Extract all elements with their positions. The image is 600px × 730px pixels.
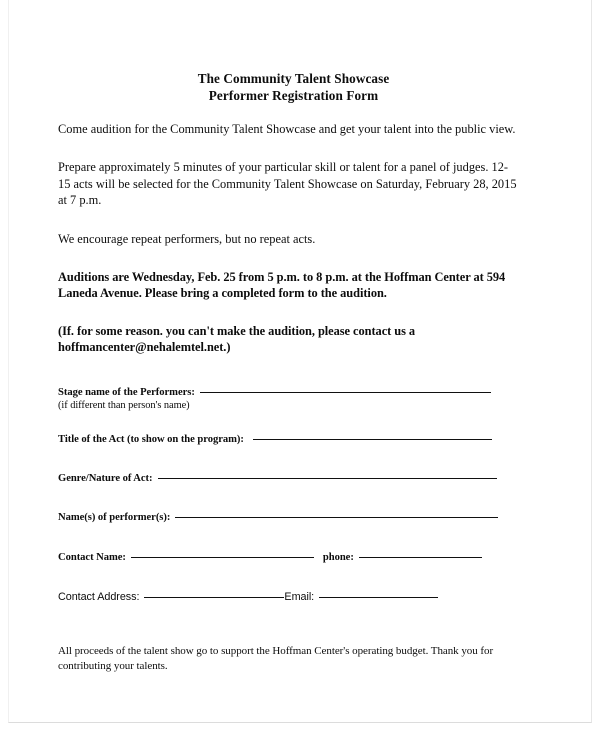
- paragraph-audition-details: Auditions are Wednesday, Feb. 25 from 5 p.m. to 8 p.m. at the Hoffman Center at 594 Laneda Avenue. Please bring a completed form to the audition.: [58, 270, 506, 301]
- paragraph-prepare: Prepare approximately 5 minutes of your particular skill or talent for a panel of judges. 12-15 acts will be selected for the Community Talent Showcase on Saturday, February 28, 2015 at 7 p.m.: [58, 160, 517, 208]
- document-page: [8, 0, 592, 723]
- paragraph-contact-email: (If. for some reason. you can't make the audition, please contact us a hoffmancenter@nehalemtel.net.): [58, 323, 416, 355]
- email-label: Email:: [284, 590, 315, 603]
- performer-names-input[interactable]: [175, 517, 498, 518]
- stage-name-note: (if different than person's name): [58, 399, 190, 411]
- genre-input[interactable]: [158, 478, 497, 479]
- performer-names-label: Name(s) of performer(s):: [58, 511, 171, 523]
- form-fields: [58, 386, 519, 604]
- field-row-performer-names: [58, 511, 519, 524]
- contact-name-label: Contact Name:: [58, 551, 126, 563]
- contact-address-label: Contact Address:: [58, 590, 140, 603]
- field-row-act-title: [58, 433, 519, 446]
- paragraph-repeat-performers: We encourage repeat performers, but no repeat acts.: [58, 231, 316, 246]
- email-input[interactable]: [319, 597, 438, 598]
- contact-address-input[interactable]: [144, 597, 284, 598]
- title-line-2: Performer Registration Form: [208, 87, 379, 103]
- genre-label: Genre/Nature of Act:: [58, 472, 153, 484]
- footer-note: All proceeds of the talent show go to support the Hoffman Center's operating budget. Thank you for contributing your talents.: [58, 644, 494, 672]
- field-row-contact-address-email: [58, 591, 519, 604]
- title-line-1: The Community Talent Showcase: [197, 71, 390, 86]
- phone-input[interactable]: [359, 557, 482, 558]
- page-title: [68, 71, 519, 104]
- stage-name-input[interactable]: [200, 392, 491, 393]
- stage-name-label: Stage name of the Performers:: [58, 386, 195, 398]
- field-row-stage-name: [58, 386, 519, 399]
- document-content: [58, 0, 519, 685]
- act-title-label: Title of the Act (to show on the program):: [58, 433, 244, 445]
- field-row-genre: [58, 472, 519, 485]
- paragraph-intro: Come audition for the Community Talent Showcase and get your talent into the public view.: [58, 122, 516, 136]
- phone-label: phone:: [322, 551, 354, 563]
- act-title-input[interactable]: [253, 439, 492, 440]
- field-row-contact-name-phone: [58, 551, 519, 564]
- contact-name-input[interactable]: [131, 557, 314, 558]
